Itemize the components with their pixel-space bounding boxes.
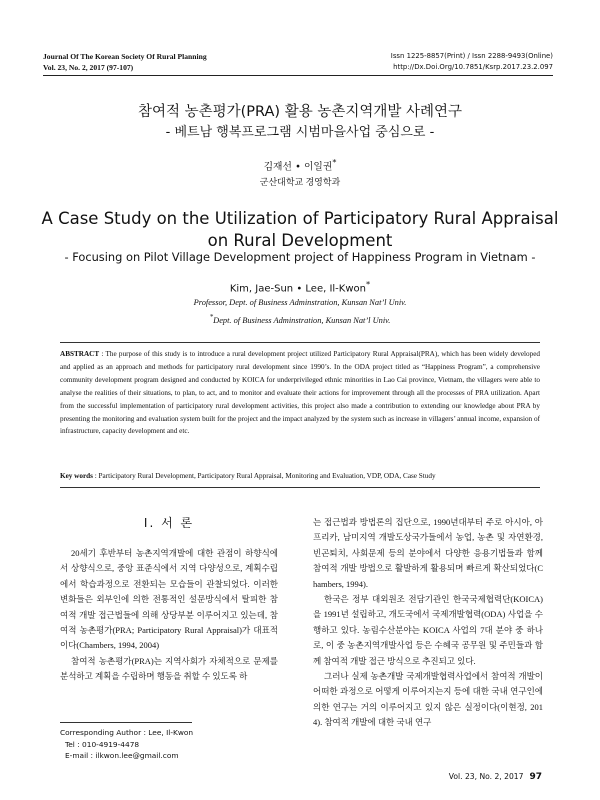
abstract-label: ABSTRACT (60, 350, 100, 358)
body-paragraph: 한국은 정부 대외원조 전담기관인 한국국제협력단(KOICA)을 1991년 설립하고, 개도국에서 국제개발협력(ODA) 사업을 수행하고 있다. 농림수산분야는 KOICA 사업의 7대 분야 중 하나로, 이 중 농촌지역개발사업 등은 수혜국 공무원 및 주민들과 함께 참여적 개발 접근 방식으로 추진되고 있다. (313, 594, 543, 666)
page-footer (449, 772, 542, 782)
english-affiliation-1: Professor, Dept. of Business Adminstration, Kunsan Nat’l Univ. (193, 298, 407, 307)
english-subtitle: - Focusing on Pilot Village Development project of Happiness Program in Vietnam - (64, 250, 536, 264)
author-phone: Tel : 010-4919-4478 (65, 739, 140, 749)
korean-author-mark: * (332, 157, 337, 167)
english-author-names: Kim, Jae-Sun • Lee, Il-Kwon (229, 283, 366, 295)
korean-subtitle: - 베트남 행복프로그램 시범마을사업 중심으로 - (165, 125, 435, 140)
journal-header (43, 51, 207, 73)
english-affiliations (0, 295, 600, 328)
body-paragraph: 20세기 후반부터 농촌지역개발에 대한 관점이 하향식에서 상향식으로, 중앙 표준식에서 지역 다양성으로, 계획수립에서 학습과정으로 전환되는 모습들이 관찰되었다. 이러한 변화들은 외부인에 의한 전통적인 설문방식에서 탈피한 참여적 개발 접근법들에 의해 상당부분 이루어지고 있는데, 참여적 농촌평가(PRA; Participatory Rural Appraisal)가 대표적이다(Chambers, 1994, 2004) (60, 548, 278, 651)
korean-authors (0, 157, 600, 172)
footnote-divider (60, 722, 192, 723)
korean-affiliation: 군산대학교 경영학과 (259, 177, 341, 187)
abstract-text: : The purpose of this study is to introduce a rural development project utilized Participatory Rural Appraisal(PRA), which has been widely developed and applied as an approach and methods for participatory rural development since 1990’s. In the ODA project titled as “Happiness Program”, a comprehensive community development program designed and conducted by KOICA for underprivileged ethnic minorities in Lao Cai province, Vietnam, the villagers were able to analyse the realities of their situations, to plan, to act, and to monitor and evaluate their actions for improvement through all the processes of PRA utilization. Apart from the successful implementation of participatory rural development activities, this project also made a contribution to extending our knowledge about PRA by presenting the monitoring and evaluation system built for the project and the impact analyzed by the system such as increase in villagers’ annual income, expansion of infrastructure, capacity development and etc. (60, 350, 540, 436)
corresponding-author: Corresponding Author : Lee, Il-Kwon (60, 728, 194, 737)
english-affiliation-2-mark: * (209, 313, 214, 321)
author-email[interactable]: E-mail : ilkwon.lee@gmail.com (65, 751, 179, 760)
english-title (0, 208, 600, 252)
korean-author-names: 김재선 • 이일권 (263, 161, 333, 173)
footer-issue: Vol. 23, No. 2, 2017 (448, 772, 524, 781)
keywords (60, 470, 540, 482)
body-paragraph: 그러나 실제 농촌개발 국제개발협력사업에서 참여적 개발이 어떠한 과정으로 어떻게 이루어지는지 등에 대한 국내 연구인에 의한 연구는 거의 이루어지고 있지 않은 실정이다(이현정, 2014). 참여적 개발에 대한 국내 연구 (313, 671, 543, 728)
keywords-text: : Participatory Rural Development, Participatory Rural Appraisal, Monitoring and Evaluation, VDP, ODA, Case Study (92, 472, 436, 480)
body-paragraph: 참여적 농촌평가(PRA)는 지역사회가 자체적으로 문제를 분석하고 계획을 수립하며 행동을 취할 수 있도록 하 (60, 655, 278, 682)
doi-link[interactable]: http://Dx.Doi.Org/10.7851/Ksrp.2017.23.2.097 (393, 63, 553, 71)
abstract-bottom-divider (60, 487, 540, 488)
english-affiliation-2 (0, 310, 600, 328)
body-paragraph: 는 접근법과 방법론의 집단으로, 1990년대부터 주로 아시아, 아프리카, 남미지역 개발도상국가들에서 농업, 농촌 및 자연환경, 빈곤퇴치, 사회문제 등의 분야에서 다양한 응용기법들과 함께 참여적 개발 방법으로 활발하게 활용되며 빠르게 확산되었다(Chambers, 1994). (313, 517, 543, 589)
keywords-label: Key words (60, 472, 93, 480)
english-title-line2: on Rural Development (207, 231, 393, 250)
footnote (60, 727, 193, 762)
issn-text: Issn 1225-8857(Print) / Issn 2288-9493(Online) (390, 52, 553, 60)
section-heading: I. 서 론 (143, 516, 195, 530)
journal-volume: Vol. 23, No. 2, 2017 (97-107) (43, 63, 134, 72)
english-authors (0, 279, 600, 294)
abstract (60, 348, 540, 438)
left-column (60, 510, 278, 685)
issn-header (391, 51, 553, 73)
header-divider (43, 75, 553, 76)
right-column (313, 515, 543, 731)
korean-title: 참여적 농촌평가(PRA) 활용 농촌지역개발 사례연구 (137, 104, 463, 120)
page-number: 97 (529, 772, 542, 782)
english-author-mark: * (365, 279, 371, 289)
abstract-top-divider (60, 342, 540, 343)
journal-name: Journal Of The Korean Society Of Rural Planning (43, 52, 207, 61)
english-affiliation-2-text: Dept. of Business Adminstration, Kunsan Nat’l Univ. (213, 315, 391, 325)
english-title-line1: A Case Study on the Utilization of Participatory Rural Appraisal (41, 209, 559, 228)
